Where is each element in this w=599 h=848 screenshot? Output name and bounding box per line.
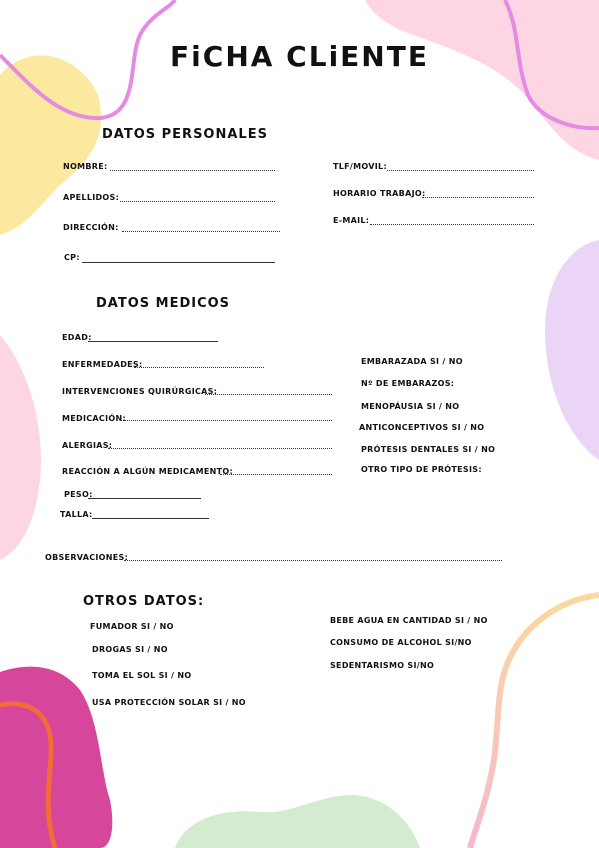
field-horario[interactable] xyxy=(422,197,534,198)
field-peso[interactable] xyxy=(88,498,201,499)
label-sedentarismo: SEDENTARISMO SI/NO xyxy=(330,661,435,670)
label-observaciones: OBSERVACIONES: xyxy=(45,553,129,562)
section-heading-otros: OTROS DATOS: xyxy=(83,594,205,609)
pink-blob-top-right xyxy=(365,0,599,160)
label-peso: PESO: xyxy=(64,490,93,499)
label-cp: CP: xyxy=(64,253,80,262)
label-edad: EDAD: xyxy=(62,333,92,342)
label-agua: BEBE AGUA EN CANTIDAD SI / NO xyxy=(330,616,488,625)
label-intervenciones: INTERVENCIONES QUIRÚRGICAS: xyxy=(62,387,218,396)
label-protesis-dentales: PRÓTESIS DENTALES SI / NO xyxy=(361,445,496,454)
lavender-blob xyxy=(545,240,599,460)
page-title: FiCHA CLiENTE xyxy=(170,40,429,73)
field-apellidos[interactable] xyxy=(120,201,275,202)
field-edad[interactable] xyxy=(88,341,218,342)
label-menopausia: MENOPÁUSIA SI / NO xyxy=(361,402,460,411)
label-apellidos: APELLIDOS: xyxy=(63,193,120,202)
label-reaccion: REACCIÓN A ALGÚN MEDICAMENTO: xyxy=(62,467,234,476)
field-direccion[interactable] xyxy=(122,231,280,232)
label-proteccion-solar: USA PROTECCIÓN SOLAR SI / NO xyxy=(92,698,246,707)
label-talla: TALLA: xyxy=(60,510,93,519)
label-nombre: NOMBRE: xyxy=(63,162,108,171)
field-intervenciones[interactable] xyxy=(205,394,332,395)
field-observaciones[interactable] xyxy=(124,560,502,561)
label-tlf: TLF/MOVIL: xyxy=(333,162,387,171)
label-alergias: ALERGIAS: xyxy=(62,441,113,450)
label-embarazada: EMBARAZADA SI / NO xyxy=(361,357,463,366)
yellow-blob xyxy=(0,55,101,235)
section-heading-medical: DATOS MEDICOS xyxy=(96,296,231,311)
magenta-blob xyxy=(0,667,112,848)
label-anticonceptivos: ANTICONCEPTIVOS SI / NO xyxy=(359,423,485,432)
label-alcohol: CONSUMO DE ALCOHOL SI/NO xyxy=(330,638,472,647)
label-toma-sol: TOMA EL SOL SI / NO xyxy=(92,671,192,680)
peach-curve xyxy=(470,595,599,848)
pink-blob-left xyxy=(0,335,41,560)
section-heading-personal: DATOS PERSONALES xyxy=(102,127,268,142)
field-enfermedades[interactable] xyxy=(134,367,264,368)
field-tlf[interactable] xyxy=(387,170,534,171)
field-nombre[interactable] xyxy=(110,170,275,171)
field-talla[interactable] xyxy=(92,518,209,519)
label-direccion: DIRECCIÓN: xyxy=(63,223,119,232)
field-email[interactable] xyxy=(370,224,534,225)
label-otro-protesis: OTRO TIPO DE PRÓTESIS: xyxy=(361,465,482,474)
label-medicacion: MEDICACIÓN: xyxy=(62,414,126,423)
label-enfermedades: ENFERMEDADES: xyxy=(62,360,143,369)
field-alergias[interactable] xyxy=(108,448,332,449)
label-fumador: FUMADOR SI / NO xyxy=(90,622,174,631)
label-email: E-MAIL: xyxy=(333,216,370,225)
field-reaccion[interactable] xyxy=(220,474,332,475)
field-medicacion[interactable] xyxy=(120,420,332,421)
mint-blob xyxy=(175,795,420,848)
label-horario: HORARIO TRABAJO: xyxy=(333,189,426,198)
label-n-embarazos: Nº DE EMBARAZOS: xyxy=(361,379,455,388)
field-cp[interactable] xyxy=(82,262,275,263)
label-drogas: DROGAS SI / NO xyxy=(92,645,168,654)
